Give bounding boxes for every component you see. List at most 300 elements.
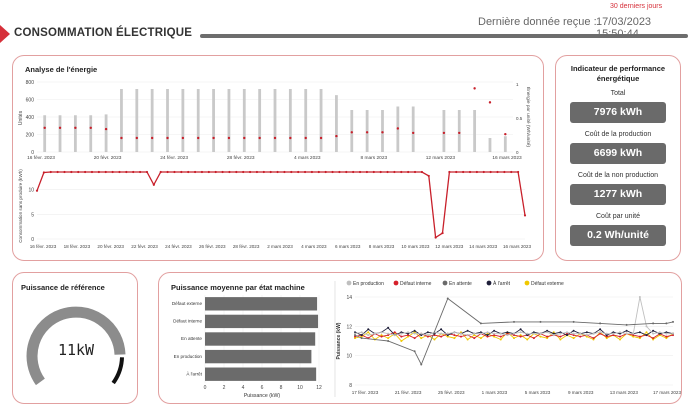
state-series-point bbox=[506, 331, 508, 333]
state-series-line bbox=[355, 297, 673, 335]
consumption-point bbox=[194, 171, 196, 173]
state-bar-xlabel: Puissance (kW) bbox=[243, 393, 281, 399]
consumption-point bbox=[517, 171, 519, 173]
energy-per-unit-point bbox=[489, 101, 491, 103]
consumption-point bbox=[407, 171, 409, 173]
state-bar-xtick-label: 6 bbox=[260, 385, 264, 391]
consumption-point bbox=[228, 171, 230, 173]
units-bar bbox=[89, 115, 92, 152]
state-series-point bbox=[500, 336, 502, 338]
state-bar bbox=[205, 315, 318, 328]
state-line-ytick-label: 14 bbox=[346, 295, 352, 301]
state-bar bbox=[205, 297, 317, 310]
units-bar bbox=[243, 89, 246, 152]
state-series-point bbox=[381, 336, 383, 338]
units-bar bbox=[197, 89, 200, 152]
legend-label: Défaut externe bbox=[531, 281, 564, 287]
state-series-point bbox=[540, 321, 542, 323]
energy-chart bbox=[13, 56, 545, 262]
state-series-point bbox=[387, 340, 389, 342]
state-line-xtick-label: 13 mars 2023 bbox=[609, 390, 638, 395]
consumption-point bbox=[524, 214, 526, 216]
consumption-point bbox=[476, 171, 478, 173]
energy-panel-title: Analyse de l'énergie bbox=[25, 65, 98, 74]
consumption-point bbox=[118, 171, 120, 173]
state-series-point bbox=[387, 337, 389, 339]
state-series-point bbox=[612, 333, 614, 335]
reference-power-title: Puissance de référence bbox=[21, 283, 105, 292]
energy-per-unit-point bbox=[412, 132, 414, 134]
state-series-point bbox=[672, 321, 674, 323]
state-series-point bbox=[599, 322, 601, 324]
legend-label: En attente bbox=[449, 281, 472, 287]
consumption-point bbox=[77, 171, 79, 173]
state-series-point bbox=[520, 328, 522, 330]
state-series-point bbox=[460, 333, 462, 335]
energy-per-unit-point bbox=[243, 137, 245, 139]
state-series-point bbox=[646, 331, 648, 333]
state-series-point bbox=[540, 333, 542, 335]
state-series-point bbox=[493, 333, 495, 335]
consumption-point bbox=[166, 171, 168, 173]
consumption-point bbox=[331, 171, 333, 173]
energy-per-unit-point bbox=[228, 137, 230, 139]
consumption-point bbox=[270, 171, 272, 173]
kpi-production-value: 6699 kWh bbox=[570, 143, 666, 164]
top-ytick-label: 0 bbox=[31, 150, 34, 156]
state-series-point bbox=[367, 331, 369, 333]
units-bar bbox=[335, 95, 338, 152]
state-series-point bbox=[453, 334, 455, 336]
energy-per-unit-point bbox=[366, 131, 368, 133]
energy-per-unit-point bbox=[473, 87, 475, 89]
top-xtick-label: 24 févr. 2023 bbox=[160, 156, 189, 161]
state-series-point bbox=[467, 339, 469, 341]
legend-marker bbox=[487, 281, 492, 286]
consumption-point bbox=[510, 171, 512, 173]
units-bar bbox=[151, 89, 154, 152]
top-right-tick-label: 0 bbox=[516, 150, 519, 155]
state-series-point bbox=[573, 337, 575, 339]
kpi-per-unit-value: 0.2 Wh/unité bbox=[570, 225, 666, 246]
state-series-point bbox=[639, 296, 641, 298]
state-bar-xtick-label: 0 bbox=[203, 385, 207, 391]
consumption-point bbox=[235, 171, 237, 173]
kpi-total-value: 7976 kWh bbox=[570, 102, 666, 123]
state-series-point bbox=[440, 328, 442, 330]
state-series-point bbox=[394, 331, 396, 333]
state-series-point bbox=[652, 337, 654, 339]
state-bar-xtick-label: 8 bbox=[279, 385, 283, 391]
state-series-point bbox=[579, 336, 581, 338]
bottom-xtick-label: 16 mars 2023 bbox=[502, 244, 532, 249]
state-series-point bbox=[400, 333, 402, 335]
state-series-point bbox=[533, 337, 535, 339]
top-right-tick-label: 1 bbox=[516, 82, 519, 87]
state-series-point bbox=[400, 336, 402, 338]
energy-per-unit-point bbox=[397, 127, 399, 129]
consumption-point bbox=[276, 171, 278, 173]
state-series-point bbox=[480, 337, 482, 339]
state-series-point bbox=[639, 336, 641, 338]
energy-per-unit-point bbox=[197, 137, 199, 139]
consumption-point bbox=[448, 171, 450, 173]
top-xtick-label: 16 mars 2023 bbox=[492, 156, 522, 161]
consumption-point bbox=[146, 171, 148, 173]
state-series-point bbox=[559, 333, 561, 335]
state-line-ytick-label: 12 bbox=[346, 324, 352, 331]
units-bar bbox=[473, 110, 476, 152]
state-series-point bbox=[546, 336, 548, 338]
state-series-point bbox=[367, 334, 369, 336]
state-series-point bbox=[639, 331, 641, 333]
state-series-point bbox=[434, 339, 436, 341]
units-bar bbox=[458, 110, 461, 152]
kpi-title: Indicateur de performance énergétique bbox=[570, 64, 666, 83]
state-bar-category-label: À l'arrêt bbox=[186, 371, 202, 377]
reference-power-value: 11kW bbox=[57, 341, 95, 359]
state-series-point bbox=[665, 336, 667, 338]
energy-per-unit-point bbox=[120, 137, 122, 139]
state-series-point bbox=[566, 331, 568, 333]
state-series-point bbox=[546, 331, 548, 333]
state-series-point bbox=[420, 363, 422, 365]
kpi-panel bbox=[555, 55, 681, 261]
bottom-xtick-label: 2 mars 2023 bbox=[267, 244, 293, 249]
state-series-point bbox=[553, 334, 555, 336]
units-bar bbox=[366, 110, 369, 152]
state-series-point bbox=[467, 330, 469, 332]
state-series-point bbox=[665, 333, 667, 335]
state-line-xtick-label: 9 mars 2023 bbox=[567, 390, 594, 395]
bottom-xtick-label: 20 févr. 2023 bbox=[97, 244, 124, 249]
units-bar bbox=[120, 89, 123, 152]
state-series-point bbox=[626, 330, 628, 332]
consumption-point bbox=[201, 171, 203, 173]
consumption-point bbox=[132, 171, 134, 173]
bottom-xtick-label: 12 mars 2023 bbox=[435, 244, 464, 249]
consumption-point bbox=[338, 171, 340, 173]
state-series-point bbox=[513, 321, 515, 323]
units-bar bbox=[304, 89, 307, 152]
consumption-line bbox=[37, 172, 525, 238]
state-series-point bbox=[427, 334, 429, 336]
legend-label: Défaut interne bbox=[400, 281, 432, 287]
state-series-point bbox=[533, 333, 535, 335]
units-bar bbox=[105, 114, 108, 152]
state-series-point bbox=[440, 336, 442, 338]
state-series-point bbox=[652, 330, 654, 332]
units-bar bbox=[59, 115, 62, 152]
top-ytick-label: 600 bbox=[25, 97, 34, 104]
state-series-point bbox=[367, 328, 369, 330]
consumption-point bbox=[256, 171, 258, 173]
units-bar bbox=[381, 110, 384, 152]
state-bar-category-label: En production bbox=[173, 353, 202, 359]
bottom-xtick-label: 28 févr. 2023 bbox=[232, 244, 260, 249]
state-series-point bbox=[599, 328, 601, 330]
state-series-point bbox=[573, 321, 575, 323]
consumption-point bbox=[63, 171, 65, 173]
energy-per-unit-point bbox=[258, 137, 260, 139]
last-data-value: 17/03/2023 bbox=[596, 16, 652, 28]
state-series-point bbox=[453, 331, 455, 333]
state-series-point bbox=[526, 339, 528, 341]
kpi-per-unit-label: Coût par unité bbox=[596, 213, 640, 220]
consumption-point bbox=[153, 184, 155, 186]
state-series-point bbox=[420, 337, 422, 339]
period-link[interactable]: 30 derniers jours bbox=[610, 3, 663, 10]
kpi-non-production-label: Coût de la non production bbox=[577, 172, 659, 179]
state-series-point bbox=[573, 333, 575, 335]
units-bar bbox=[74, 115, 77, 152]
state-series-point bbox=[593, 333, 595, 335]
state-series-point bbox=[559, 336, 561, 338]
gauge-fill bbox=[113, 357, 122, 383]
consumption-point bbox=[483, 171, 485, 173]
top-right-tick-label: 0.5 bbox=[516, 116, 523, 121]
consumption-point bbox=[318, 171, 320, 173]
consumption-point bbox=[441, 232, 443, 234]
energy-per-unit-point bbox=[351, 131, 353, 133]
state-series-point bbox=[414, 333, 416, 335]
consumption-point bbox=[366, 171, 368, 173]
consumption-point bbox=[345, 171, 347, 173]
top-xtick-label: 8 mars 2023 bbox=[360, 156, 388, 161]
energy-per-unit-point bbox=[320, 137, 322, 139]
bottom-xtick-label: 22 févr. 2023 bbox=[131, 244, 158, 249]
units-bar bbox=[320, 89, 323, 152]
state-line-ytick-label: 10 bbox=[346, 353, 352, 360]
units-bar bbox=[135, 89, 138, 152]
state-series-point bbox=[513, 337, 515, 339]
state-series-point bbox=[586, 331, 588, 333]
state-bar-xtick-label: 2 bbox=[222, 385, 226, 391]
state-series-point bbox=[480, 333, 482, 335]
state-line-xtick-label: 17 févr. 2023 bbox=[351, 390, 379, 395]
energy-per-unit-point bbox=[274, 137, 276, 139]
energy-per-unit-point bbox=[458, 132, 460, 134]
bottom-ylabel: Consommation sans produire (kWh) bbox=[18, 169, 23, 243]
consumption-point bbox=[311, 171, 313, 173]
state-series-point bbox=[665, 322, 667, 324]
state-series-point bbox=[652, 333, 654, 335]
kpi-non-production-value: 1277 kWh bbox=[570, 184, 666, 205]
state-line-xtick-label: 17 mars 2023 bbox=[652, 390, 682, 395]
title-accent-icon bbox=[0, 25, 10, 43]
legend-marker bbox=[525, 281, 530, 286]
state-series-point bbox=[506, 334, 508, 336]
state-series-point bbox=[487, 331, 489, 333]
legend-marker bbox=[443, 281, 448, 286]
consumption-point bbox=[57, 171, 59, 173]
state-bar-category-label: Défaut externe bbox=[171, 301, 202, 307]
bottom-xtick-label: 26 févr. 2023 bbox=[199, 244, 226, 249]
energy-per-unit-point bbox=[166, 137, 168, 139]
units-bar bbox=[181, 89, 184, 152]
state-series-point bbox=[626, 324, 628, 326]
state-series-point bbox=[586, 334, 588, 336]
consumption-point bbox=[173, 171, 175, 173]
legend-label: En production bbox=[353, 281, 384, 287]
state-series-point bbox=[440, 333, 442, 335]
consumption-point bbox=[297, 171, 299, 173]
consumption-point bbox=[180, 171, 182, 173]
state-series-point bbox=[374, 333, 376, 335]
state-series-point bbox=[599, 331, 601, 333]
state-series-point bbox=[387, 333, 389, 335]
legend-label: À l'arrêt bbox=[493, 281, 511, 287]
bottom-ytick-label: 10 bbox=[28, 187, 34, 194]
reference-power-panel bbox=[12, 272, 138, 404]
energy-per-unit-point bbox=[443, 132, 445, 134]
units-bar bbox=[43, 115, 46, 152]
energy-per-unit-point bbox=[105, 128, 107, 130]
state-series-point bbox=[427, 331, 429, 333]
state-bar bbox=[205, 350, 311, 363]
state-series-point bbox=[420, 333, 422, 335]
consumption-point bbox=[43, 171, 45, 173]
bottom-xtick-label: 8 mars 2023 bbox=[368, 244, 395, 249]
state-series-point bbox=[400, 340, 402, 342]
energy-analysis-panel bbox=[12, 55, 544, 261]
energy-per-unit-point bbox=[151, 137, 153, 139]
energy-per-unit-point bbox=[381, 131, 383, 133]
energy-per-unit-point bbox=[305, 137, 307, 139]
consumption-point bbox=[496, 171, 498, 173]
consumption-point bbox=[70, 171, 72, 173]
consumption-point bbox=[400, 171, 402, 173]
state-series-point bbox=[407, 331, 409, 333]
consumption-point bbox=[215, 171, 217, 173]
state-series-point bbox=[573, 330, 575, 332]
state-series-point bbox=[480, 322, 482, 324]
state-series-point bbox=[447, 333, 449, 335]
state-series-point bbox=[646, 325, 648, 327]
state-series-point bbox=[559, 339, 561, 341]
state-series-point bbox=[513, 333, 515, 335]
top-ytick-label: 400 bbox=[25, 115, 34, 121]
consumption-point bbox=[462, 171, 464, 173]
state-series-point bbox=[473, 337, 475, 339]
top-xtick-label: 4 mars 2023 bbox=[293, 156, 321, 161]
energy-per-unit-point bbox=[43, 127, 45, 129]
reference-power-gauge bbox=[13, 273, 139, 405]
consumption-point bbox=[112, 171, 114, 173]
units-bar bbox=[274, 89, 277, 152]
top-xtick-label: 12 mars 2023 bbox=[425, 156, 456, 161]
state-bar bbox=[205, 368, 316, 381]
title-divider bbox=[200, 34, 688, 38]
state-series-point bbox=[619, 336, 621, 338]
energy-per-unit-point bbox=[74, 127, 76, 129]
state-line-ytick-label: 8 bbox=[349, 383, 352, 389]
consumption-point bbox=[84, 171, 86, 173]
last-data-label: Dernière donnée reçue : bbox=[478, 16, 597, 28]
state-line-xtick-label: 25 févr. 2023 bbox=[438, 390, 465, 395]
top-xtick-label: 20 févr. 2023 bbox=[93, 156, 122, 161]
consumption-point bbox=[160, 171, 162, 173]
consumption-point bbox=[50, 171, 52, 173]
consumption-point bbox=[91, 171, 93, 173]
consumption-point bbox=[249, 171, 251, 173]
state-series-point bbox=[520, 331, 522, 333]
consumption-point bbox=[380, 171, 382, 173]
units-bar bbox=[489, 138, 492, 152]
bottom-ytick-label: 5 bbox=[31, 212, 34, 219]
top-xtick-label: 16 févr. 2023 bbox=[27, 156, 55, 161]
units-bar bbox=[504, 136, 507, 152]
consumption-point bbox=[325, 171, 327, 173]
state-series-point bbox=[361, 337, 363, 339]
units-bar bbox=[443, 110, 446, 152]
state-series-point bbox=[593, 337, 595, 339]
state-series-point bbox=[520, 336, 522, 338]
energy-per-unit-point bbox=[335, 135, 337, 137]
bottom-xtick-label: 14 mars 2023 bbox=[469, 244, 498, 249]
consumption-point bbox=[139, 171, 141, 173]
consumption-point bbox=[373, 171, 375, 173]
state-series-point bbox=[526, 333, 528, 335]
energy-per-unit-point bbox=[212, 137, 214, 139]
consumption-point bbox=[386, 171, 388, 173]
state-series-point bbox=[414, 330, 416, 332]
consumption-point bbox=[359, 171, 361, 173]
units-bar bbox=[289, 89, 292, 152]
top-ytick-label: 200 bbox=[25, 132, 34, 139]
state-line-xtick-label: 5 mars 2023 bbox=[524, 390, 551, 395]
state-series-point bbox=[453, 337, 455, 339]
bottom-ytick-label: 0 bbox=[31, 237, 34, 243]
state-series-point bbox=[473, 333, 475, 335]
top-right-label: Énergie par unité (Wh/unité) bbox=[525, 87, 530, 147]
consumption-point bbox=[98, 171, 100, 173]
state-series-point bbox=[566, 334, 568, 336]
state-line-ylabel: Puissance (kW) bbox=[336, 322, 342, 360]
consumption-point bbox=[105, 171, 107, 173]
bottom-xtick-label: 16 févr. 2023 bbox=[29, 244, 57, 249]
page-title: CONSOMMATION ÉLECTRIQUE bbox=[14, 27, 193, 39]
machine-state-panel bbox=[158, 272, 682, 404]
bottom-xtick-label: 10 mars 2023 bbox=[401, 244, 430, 249]
state-bar-category-label: En attente bbox=[181, 336, 202, 342]
legend-marker bbox=[394, 281, 399, 286]
state-bar-xtick-label: 12 bbox=[316, 385, 322, 391]
consumption-point bbox=[490, 171, 492, 173]
state-series-point bbox=[354, 334, 356, 336]
consumption-point bbox=[283, 171, 285, 173]
state-series-point bbox=[500, 339, 502, 341]
state-series-point bbox=[659, 331, 661, 333]
consumption-point bbox=[435, 236, 437, 238]
energy-per-unit-point bbox=[136, 137, 138, 139]
state-series-point bbox=[487, 334, 489, 336]
units-bar bbox=[166, 89, 169, 152]
state-series-point bbox=[447, 297, 449, 299]
state-series-point bbox=[381, 331, 383, 333]
units-bar bbox=[258, 89, 261, 152]
legend-marker bbox=[347, 281, 352, 286]
consumption-point bbox=[208, 171, 210, 173]
consumption-point bbox=[414, 171, 416, 173]
state-bar-xtick-label: 10 bbox=[297, 385, 303, 391]
state-series-point bbox=[606, 333, 608, 335]
state-series-point bbox=[387, 327, 389, 329]
state-bar-category-label: Défaut interne bbox=[173, 318, 202, 324]
state-line-xtick-label: 1 mars 2023 bbox=[481, 390, 508, 395]
units-bar bbox=[228, 89, 231, 152]
state-bar bbox=[205, 332, 315, 345]
